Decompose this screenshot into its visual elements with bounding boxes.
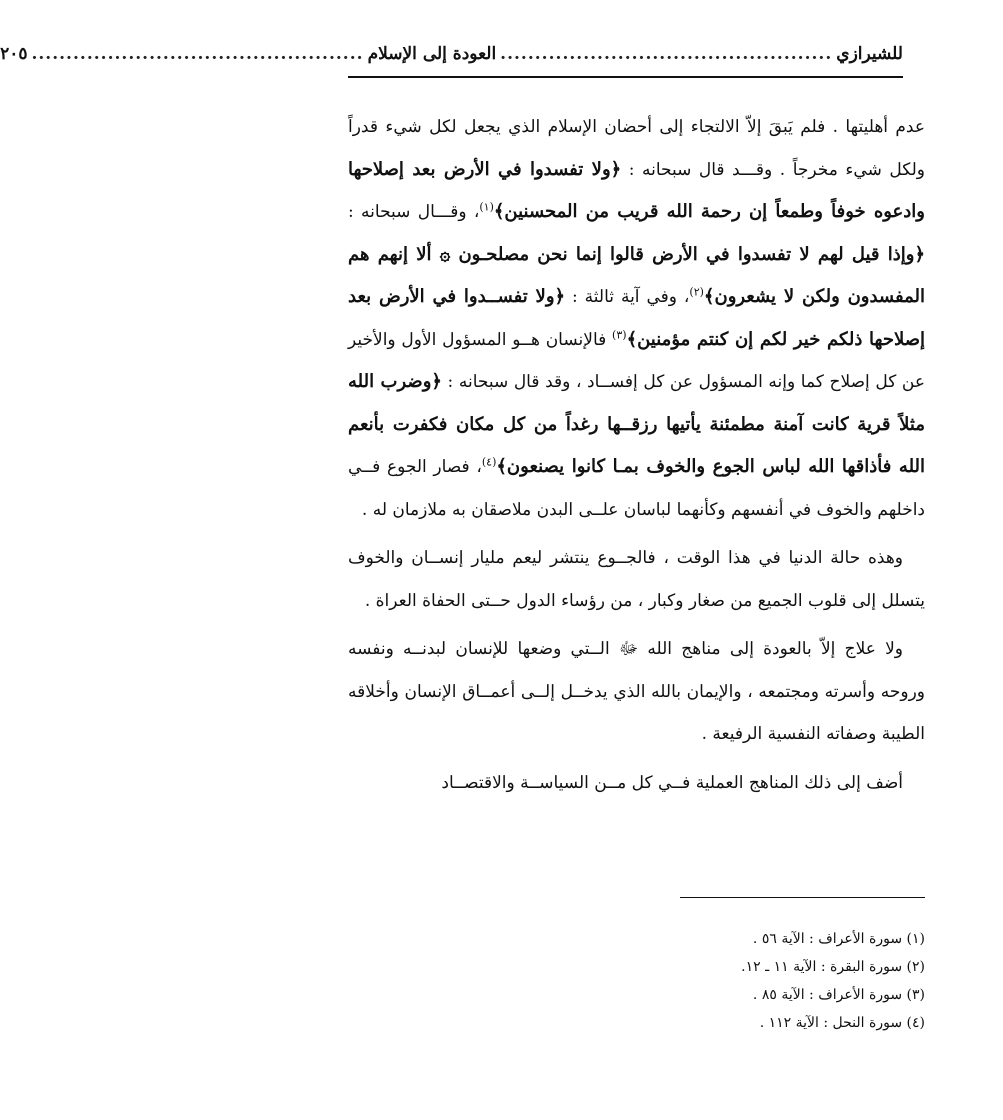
header-divider: [348, 76, 903, 78]
text-run: ، فصار الجوع فــي داخلهم والخوف في أنفسهم وكأنهما لباسان علــى البدن ملاصقان به ملازمان له .: [348, 457, 925, 520]
header-dots-2: ................................................: [31, 44, 364, 64]
footnotes: [548, 925, 925, 1037]
paragraph: [348, 537, 925, 622]
footnote: (١) سورة الأعراف : الآية ٥٦ .: [752, 931, 925, 947]
footnote-marker: (٣): [612, 327, 627, 341]
text-run: وهذه حالة الدنيا في هذا الوقت ، فالجــوع ينتشر ليعم مليار إنســان والخوف يتسلل إلى قلوب الجميع من صغار وكبار ، من رؤساء الدول حــتى الحفاة العراة .: [348, 548, 925, 611]
footnote: (٢) سورة البقرة : الآية ١١ ـ ١٢.: [741, 959, 925, 975]
paragraph: [348, 628, 925, 756]
running-header: [0, 44, 903, 64]
text-run: أضف إلى ذلك المناهج العملية فــي كل مــن السياســة والاقتصــاد: [441, 772, 903, 793]
footnote-marker: (٢): [689, 285, 704, 299]
text-run: ، وفي آية ثالثة :: [565, 287, 690, 307]
paragraph: [348, 762, 925, 805]
text-run: فالإنسان هــو المسؤول الأول والأخير عن كل إصلاح كما وإنه المسؤول عن كل إفســاد ، وقد قال سبحانه :: [348, 329, 925, 392]
header-dots-1: ................................................: [500, 44, 833, 64]
paragraph: [348, 106, 925, 531]
footnote-divider: [680, 897, 925, 898]
body-text: [348, 106, 925, 804]
text-run: ولا علاج إلاّ بالعودة إلى مناهج الله ﷻ الــتي وضعها للإنسان لبدنــه ونفسه وروحه وأسرته ومجتمعه ، والإيمان بالله الذي يدخــل إلــى أعمــاق الإنسان وأخلاقه الطيبة وصفاته النفسية الرفيعة .: [348, 639, 925, 744]
footnote-marker: (١): [479, 200, 494, 214]
quran-quote: ﴿ولا تفسدوا في الأرض بعد إصلاحها وادعوه خوفاً وطمعاً إن رحمة الله قريب من المحسنين﴾: [348, 158, 925, 222]
footnote: (٤) سورة النحل : الآية ١١٢ .: [759, 1015, 925, 1031]
header-author: للشيرازي: [836, 44, 903, 64]
quran-quote: ﴿وضرب الله مثلاً قرية كانت آمنة مطمئنة يأتيها رزقــها رغداً من كل مكان فكفرت بأنعم الله فأذاقها الله لباس الجوع والخوف بمـا كانوا يصنعون﴾: [348, 371, 926, 477]
text-run: ، وقـــال سبحانه :: [348, 202, 480, 222]
quran-quote: ﴿وإذا قيل لهم لا تفسدوا في الأرض قالوا إنما نحن مصلحـون ۞ ألا إنهم هم المفسدون ولكن لا يشعرون﴾: [348, 243, 925, 307]
text-run: عدم أهليتها . فلم يَبقَ إلاّ الالتجاء إلى أحضان الإسلام الذي يجعل لكل شيء قدراً ولكل شيء مخرجاً . وقـــد قال سبحانه :: [348, 117, 925, 180]
footnote: (٣) سورة الأعراف : الآية ٨٥ .: [752, 987, 925, 1003]
footnote-marker: (٤): [481, 455, 497, 469]
header-title: العودة إلى الإسلام: [367, 44, 497, 64]
page-number: ٢٠٥: [0, 44, 28, 64]
quran-quote: ﴿ولا تفســدوا في الأرض بعد إصلاحها ذلكم خير لكم إن كنتم مؤمنين﴾: [348, 286, 925, 350]
